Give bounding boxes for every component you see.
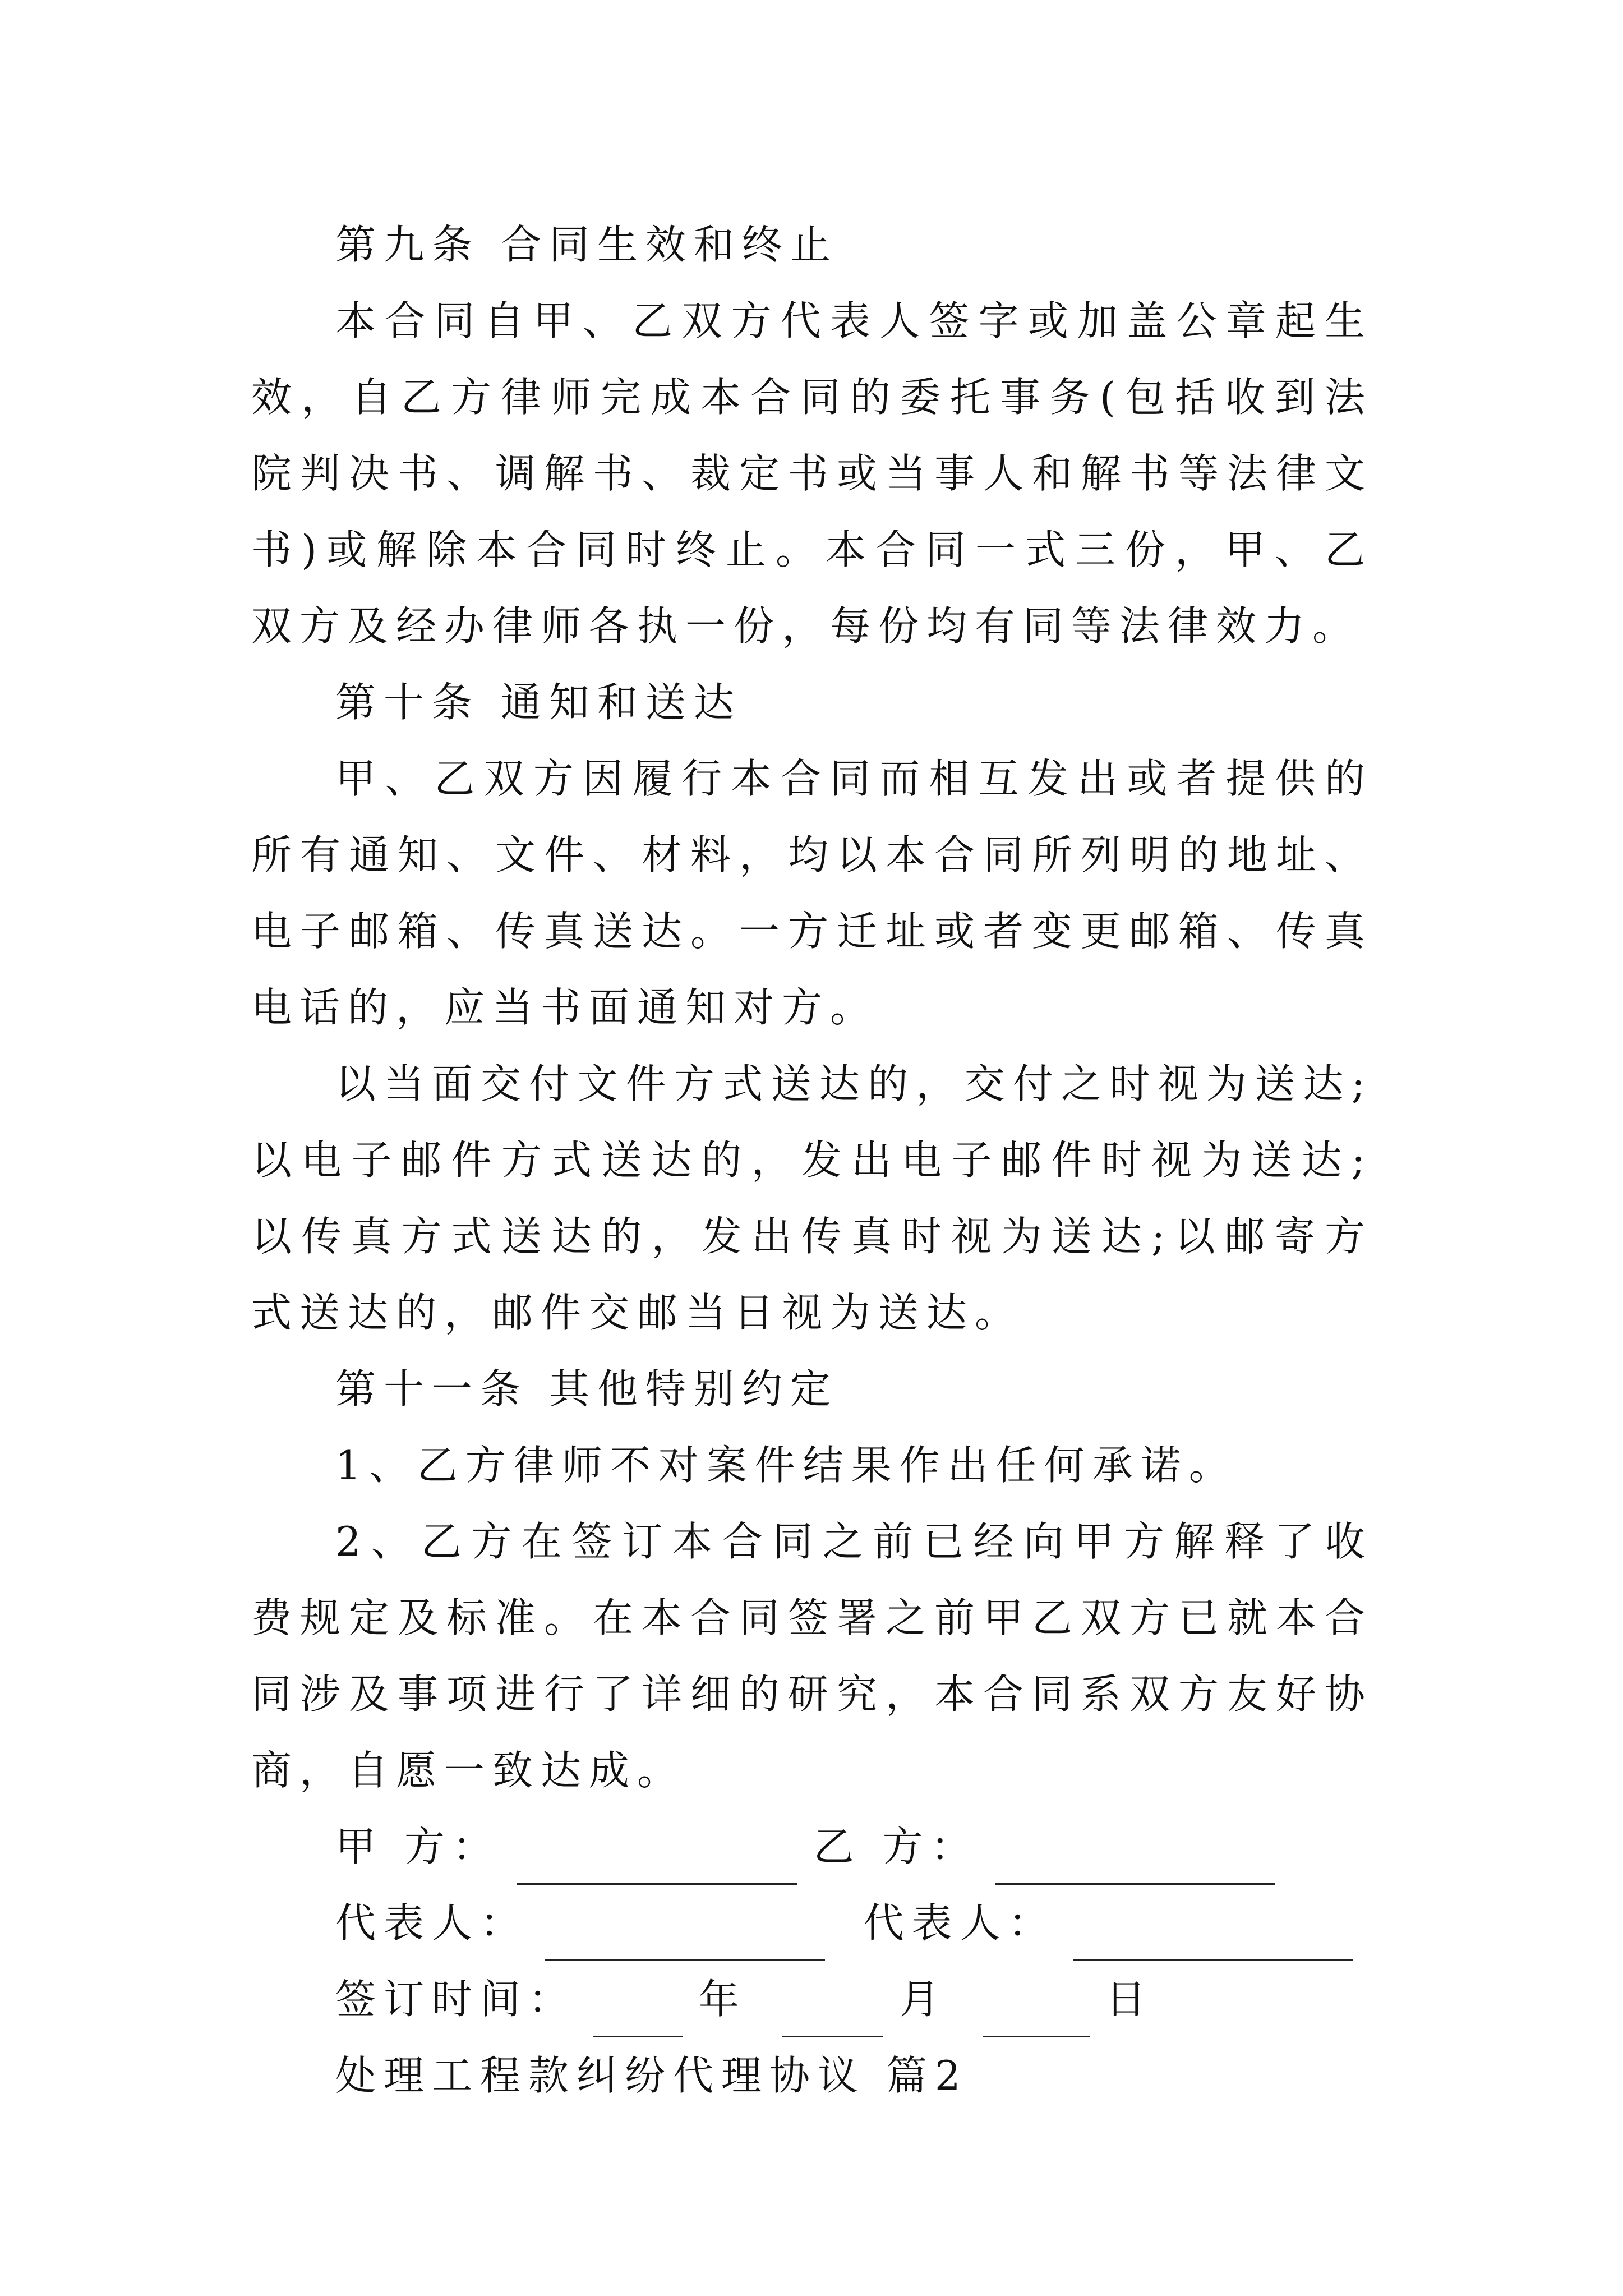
representative-a-blank[interactable] bbox=[545, 1924, 825, 1961]
party-a-label: 甲 方： bbox=[335, 1823, 501, 1870]
party-b-label: 乙 方： bbox=[813, 1823, 979, 1870]
article-11-heading: 第十一条 其他特别约定 bbox=[335, 1365, 838, 1412]
year-blank[interactable] bbox=[593, 2000, 683, 2037]
document-body bbox=[251, 206, 1373, 2114]
article-11-item-2: 2、乙方在签订本合同之前已经向甲方解释了收费规定及标准。在本合同签署之前甲乙双方已就本合同涉及事项进行了详细的研究，本合同系双方友好协商，自愿一致达成。 bbox=[251, 1518, 1373, 1794]
signature-representative-row bbox=[251, 1885, 1373, 1961]
party-b-blank[interactable] bbox=[995, 1847, 1275, 1885]
day-label: 日 bbox=[1105, 1976, 1154, 2023]
day-blank[interactable] bbox=[983, 2000, 1090, 2037]
article-10-paragraph-2: 以当面交付文件方式送达的，交付之时视为送达;以电子邮件方式送达的，发出电子邮件时视为送达;以传真方式送达的，发出传真时视为送达;以邮寄方式送达的，邮件交邮当日视为送达。 bbox=[251, 1060, 1373, 1336]
party-a-blank[interactable] bbox=[517, 1847, 797, 1885]
next-section-title: 处理工程款纠纷代理协议 篇2 bbox=[335, 2052, 969, 2099]
article-9-paragraph: 本合同自甲、乙双方代表人签字或加盖公章起生效，自乙方律师完成本合同的委托事务(包括收到法院判决书、调解书、裁定书或当事人和解书等法律文书)或解除本合同时终止。本合同一式三份，甲、乙双方及经办律师各执一份，每份均有同等法律效力。 bbox=[251, 297, 1373, 650]
article-9-heading: 第九条 合同生效和终止 bbox=[335, 221, 838, 268]
article-11-item-1: 1、乙方律师不对案件结果作出任何承诺。 bbox=[335, 1442, 1237, 1489]
signing-date-label: 签订时间： bbox=[335, 1976, 577, 2023]
representative-b-blank[interactable] bbox=[1073, 1924, 1353, 1961]
article-10-heading: 第十条 通知和送达 bbox=[335, 679, 742, 726]
month-blank[interactable] bbox=[782, 2000, 883, 2037]
month-label: 月 bbox=[899, 1976, 948, 2023]
signature-party-row bbox=[251, 1809, 1373, 1885]
article-10-paragraph-1: 甲、乙双方因履行本合同而相互发出或者提供的所有通知、文件、材料，均以本合同所列明的地址、电子邮箱、传真送达。一方迁址或者变更邮箱、传真电话的，应当书面通知对方。 bbox=[251, 755, 1373, 1031]
year-label: 年 bbox=[698, 1976, 747, 2023]
representative-b-label: 代表人： bbox=[863, 1899, 1057, 1947]
signing-date-row bbox=[251, 1961, 1373, 2037]
representative-a-label: 代表人： bbox=[335, 1899, 529, 1947]
